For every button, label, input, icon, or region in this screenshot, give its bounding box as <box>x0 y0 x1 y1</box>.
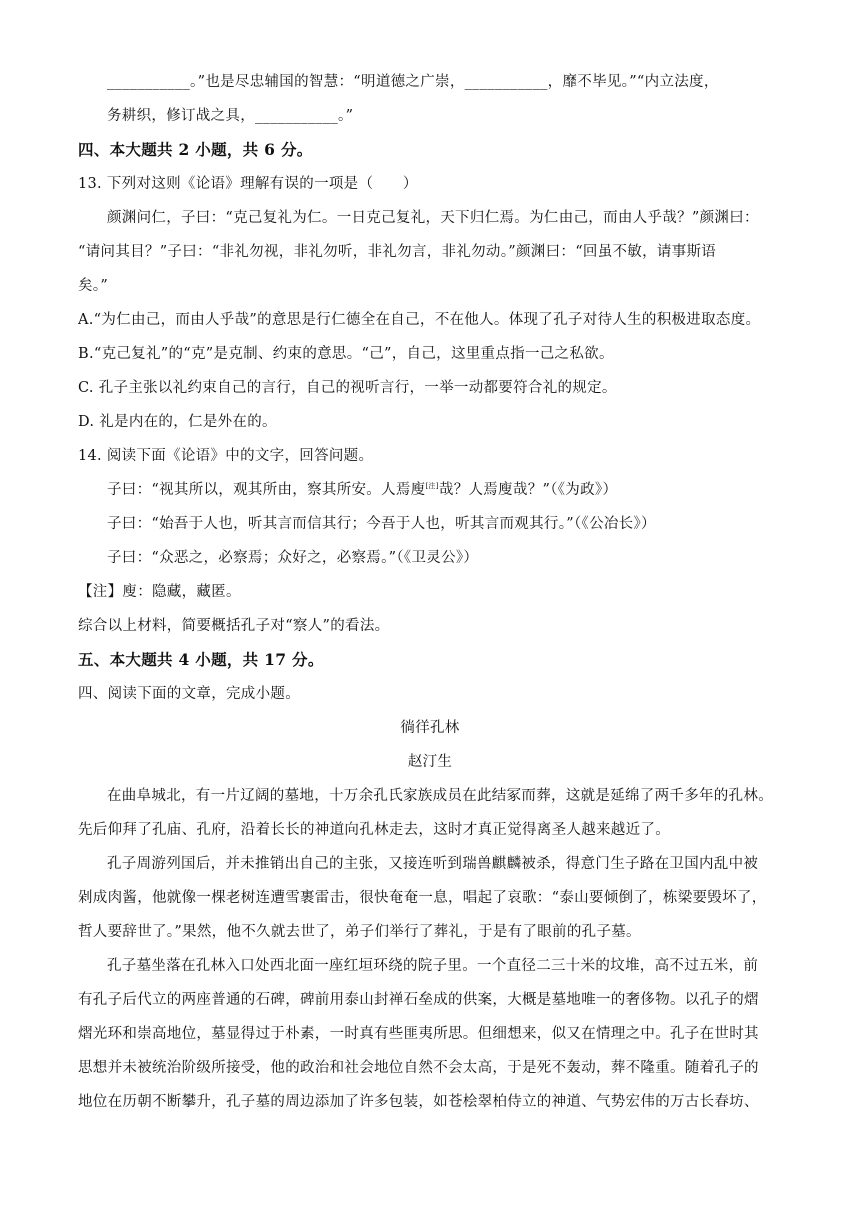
section-4-heading: 四、本大题共 2 小题，共 6 分。 <box>78 140 313 159</box>
q14-quote-1 <box>107 480 617 500</box>
article-p3-line-2: 有孔子后代立的两座普通的石碑，碑前用泰山封禅石垒成的供案，大概是墓地唯一的奢侈物。以孔子的熠 <box>78 992 759 1008</box>
q13-option-d: D. 礼是内在的，仁是外在的。 <box>78 414 277 430</box>
q13-passage-line-3: 矣。” <box>78 278 109 294</box>
q13-option-b: B.“克己复礼”的“克”是克制、约束的意思。“己”，自己，这里重点指一己之私欲。 <box>78 346 614 362</box>
q13-passage-line-1: 颜渊问仁，子曰：“克己复礼为仁。一日克己复礼，天下归仁焉。为仁由己，而由人乎哉？”颜渊曰： <box>107 210 759 226</box>
article-title: 徜徉孔林 <box>400 720 460 736</box>
article-p3-line-3: 熠光环和崇高地位，墓显得过于朴素，一时真有些匪夷所思。但细想来，似又在情理之中。孔子在世时其 <box>78 1026 759 1042</box>
article-author: 赵汀生 <box>407 754 453 770</box>
article-p3-line-5: 地位在历朝不断攀升，孔子墓的周边添加了许多包装，如苍桧翠柏侍立的神道、气势宏伟的万古长春坊、 <box>78 1094 759 1110</box>
article-p3-line-1: 孔子墓坐落在孔林入口处西北面一座红垣环绕的院子里。一个直径二三十米的坟堆，高不过五米，前 <box>107 958 759 974</box>
section-5-heading: 五、本大题共 4 小题，共 17 分。 <box>78 650 324 669</box>
q14-quote-1-part-b: 哉？人焉廋哉？”（《为政》） <box>438 482 618 498</box>
article-p1-line-1: 在曲阜城北，有一片辽阔的墓地，十万余孔氏家族成员在此结冢而葬，这就是延绵了两千多年的孔林。 <box>107 788 773 804</box>
q13-passage-line-2: “请问其目？”子曰：“非礼勿视，非礼勿听，非礼勿言，非礼勿动。”颜渊曰：“回虽不敏，请事斯语 <box>78 244 717 260</box>
article-p1-line-2: 先后仰拜了孔庙、孔府，沿着长长的神道向孔林走去，这时才真正觉得离圣人越来越近了。 <box>78 822 670 838</box>
q13-option-a: A.“为仁由己，而由人乎哉”的意思是行仁德全在自己，不在他人。体现了孔子对待人生的积极进取态度。 <box>78 312 761 328</box>
article-p2-line-3: 哲人要辞世了。”果然，他不久就去世了，弟子们举行了葬礼，于是有了眼前的孔子墓。 <box>78 924 641 940</box>
note-marker: [注] <box>425 482 439 491</box>
q14-quote-3: 子曰：“众恶之，必察焉；众好之，必察焉。”（《卫灵公》） <box>107 550 479 566</box>
q13-option-c: C. 孔子主张以礼约束自己的言行，自己的视听言行，一举一动都要符合礼的规定。 <box>78 380 617 396</box>
article-p2-line-2: 剁成肉酱，他就像一棵老树连遭雪裹雷击，很快奄奄一息，唱起了哀歌：“泰山要倾倒了，栋梁要毁坏了， <box>78 890 767 906</box>
question-13-stem: 13. 下列对这则《论语》理解有误的一项是（ ） <box>78 176 418 192</box>
q14-quote-1-part-a: 子曰：“视其所以，观其所由，察其所安。人焉廋 <box>107 482 426 498</box>
q14-quote-2: 子曰：“始吾于人也，听其言而信其行；今吾于人也，听其言而观其行。”（《公冶长》） <box>107 516 656 532</box>
q14-note: 【注】廋：隐藏，藏匿。 <box>78 584 241 600</box>
article-p2-line-1: 孔子周游列国后，并未推销出自己的主张，又接连听到瑞兽麒麟被杀，得意门生子路在卫国内乱中被 <box>107 856 759 872</box>
article-p3-line-4: 思想并未被统治阶级所接受，他的政治和社会地位自然不会太高，于是死不轰动，葬不隆重。随着孔子的 <box>78 1060 759 1076</box>
q14-question: 综合以上材料，简要概括孔子对“察人”的看法。 <box>78 618 390 634</box>
fill-in-line-2: 务耕织，修订战之具，___________。” <box>107 108 354 124</box>
fill-in-line-1: ___________。”也是尽忠辅国的智慧：“明道德之广崇，___________，靡不毕见。”“内立法度， <box>107 74 719 90</box>
question-14-stem: 14. 阅读下面《论语》中的文字，回答问题。 <box>78 448 374 464</box>
section-5-intro: 四、阅读下面的文章，完成小题。 <box>78 686 300 702</box>
